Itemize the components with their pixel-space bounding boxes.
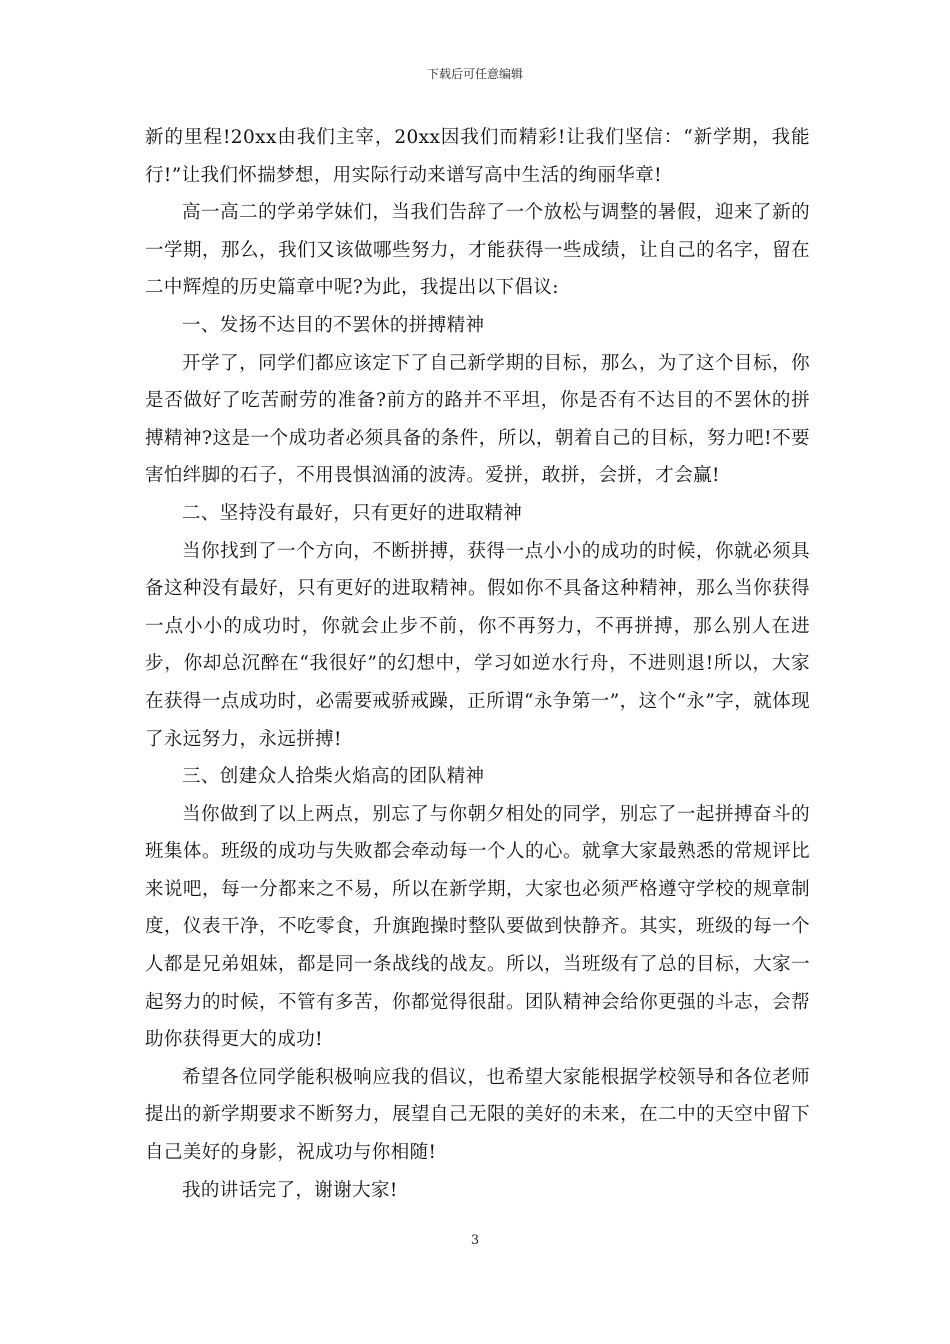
paragraph-section-3: 当你做到了以上两点，别忘了与你朝夕相处的同学，别忘了一起拼搏奋斗的班集体。班级的成功与失败都会牵动每一个人的心。就拿大家最熟悉的常规评比来说吧，每一分都来之不易，所以在新学期，大家也必须严格遵守学校的规章制度，仪表干净，不吃零食，升旗跑操时整队要做到快静齐。其实，班级的每一个人都是兄弟姐妹，都是同一条战线的战友。所以，当班级有了总的目标，大家一起努力的时候，不管有多苦，你都觉得很甜。团队精神会给你更强的斗志，会帮助你获得更大的成功!: [145, 803, 810, 1051]
paragraph-closing: 希望各位同学能积极响应我的倡议，也希望大家能根据学校领导和各位老师提出的新学期要求不断努力，展望自己无限的美好的未来，在二中的天空中留下自己美好的身影，祝成功与你相随!: [145, 1066, 810, 1164]
paragraph-continuation: 新的里程!20xx由我们主宰，20xx因我们而精彩!让我们坚信：“新学期，我能行!”让我们怀揣梦想，用实际行动来谱写高中生活的绚丽华章!: [145, 127, 810, 186]
paragraph-section-1: 开学了，同学们都应该定下了自己新学期的目标，那么，为了这个目标，你是否做好了吃苦耐劳的准备?前方的路并不平坦，你是否有不达目的不罢休的拼搏精神?这是一个成功者必须具备的条件，所以，朝着自己的目标，努力吧!不要害怕绊脚的石子，不用畏惧汹涌的波涛。爱拼，敢拼，会拼，才会赢!: [145, 352, 810, 487]
document-body: [145, 119, 810, 1209]
paragraph-thanks: 我的讲话完了，谢谢大家!: [182, 1179, 398, 1201]
page-header: 下载后可任意编辑: [426, 67, 523, 81]
paragraph-intro: 高一高二的学弟学妹们，当我们告辞了一个放松与调整的暑假，迎来了新的一学期，那么，我们又该做哪些努力，才能获得一些成绩，让自己的名字，留在二中辉煌的历史篇章中呢?为此，我提出以下倡议:: [145, 202, 810, 299]
page-number: 3: [470, 1233, 480, 1248]
section-heading-1: 一、发扬不达目的不罢休的拼搏精神: [182, 314, 485, 336]
section-heading-2: 二、坚持没有最好，只有更好的进取精神: [182, 502, 523, 524]
section-heading-3: 三、创建众人拾柴火焰高的团队精神: [182, 766, 485, 788]
paragraph-section-2: 当你找到了一个方向，不断拼搏，获得一点小小的成功的时候，你就必须具备这种没有最好，只有更好的进取精神。假如你不具备这种精神，那么当你获得一点小小的成功时，你就会止步不前，你不再努力，不再拼搏，那么别人在进步，你却总沉醉在“我很好”的幻想中，学习如逆水行舟，不进则退!所以，大家在获得一点成功时，必需要戒骄戒躁，正所谓“永争第一”，这个“永”字，就体现了永远努力，永远拼搏!: [145, 540, 810, 750]
